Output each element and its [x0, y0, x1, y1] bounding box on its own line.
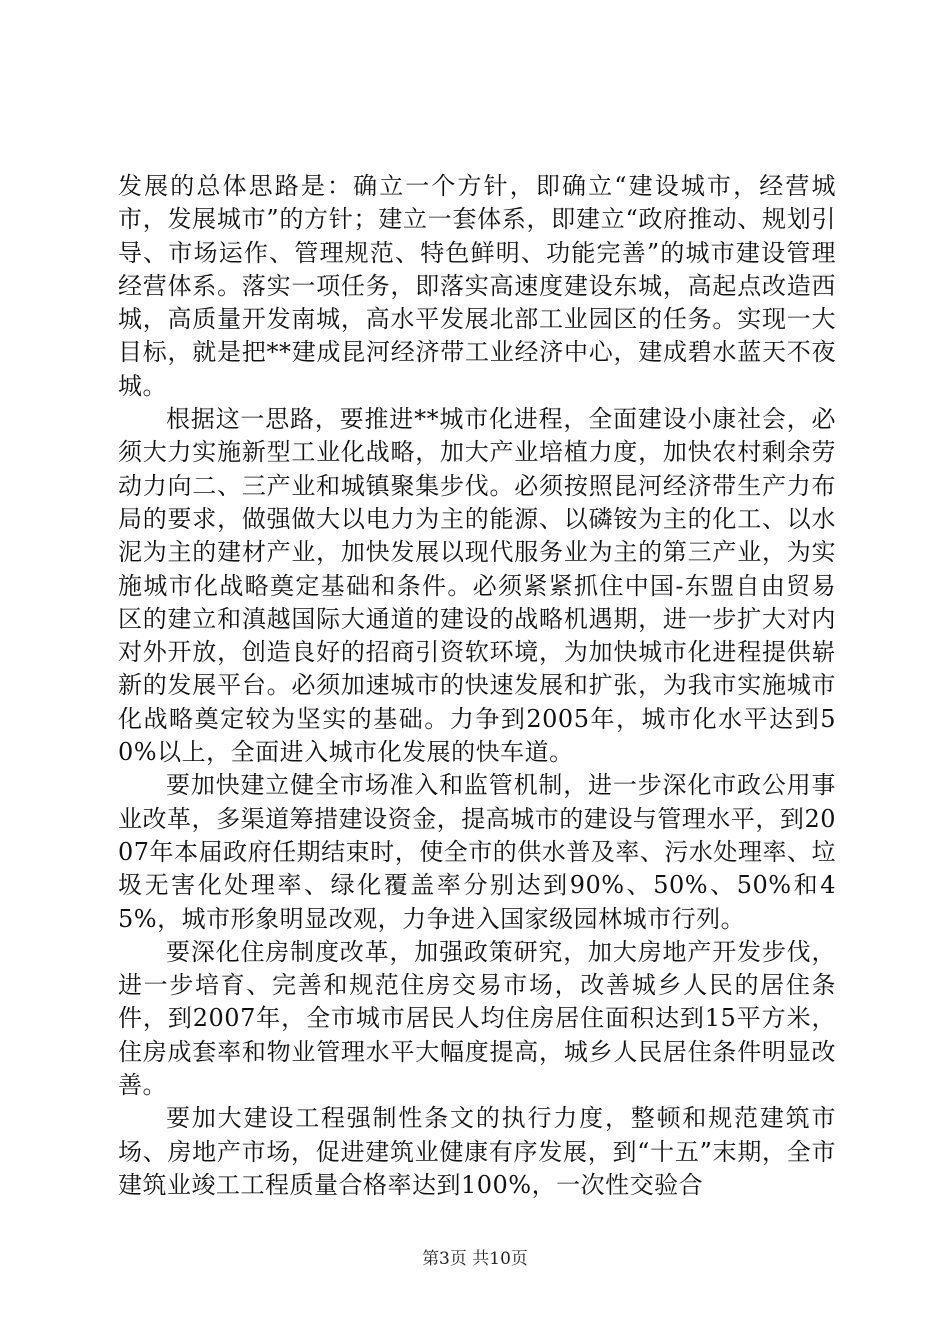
paragraph-urbanization: 根据这一思路，要推进**城市化进程，全面建设小康社会，必须大力实施新型工业化战略，加大产业培植力度，加快农村剩余劳动力向二、三产业和城镇聚集步伐。必须按照昆河经济带生产力布局的要求，做强做大以电力为主的能源、以磷铵为主的化工、以水泥为主的建材产业，加快发展以现代服务业为主的第三产业，为实施城市化战略奠定基础和条件。必须紧紧抓住中国-东盟自由贸易区的建立和滇越国际大通道的建设的战略机遇期，进一步扩大对内对外开放，创造良好的招商引资软环境，为加快城市化进程提供崭新的发展平台。必须加速城市的快速发展和扩张，为我市实施城市化战略奠定较为坚实的基础。力争到2005年，城市化水平达到50%以上，全面进入城市化发展的快车道。	[118, 405, 836, 767]
paragraph-construction-quality: 要加大建设工程强制性条文的执行力度，整顿和规范建筑市场、房地产市场，促进建筑业健康有序发展，到“十五”末期，全市建筑业竣工工程质量合格率达到100%，一次性交验合	[118, 1104, 836, 1199]
paragraph-public-utilities: 要加快建立健全市场准入和监管机制，进一步深化市政公用事业改革，多渠道筹措建设资金，提高城市的建设与管理水平，到2007年本届政府任期结束时，使全市的供水普及率、污水处理率、垃圾无害化处理率、绿化覆盖率分别达到90%、50%、50%和45%，城市形象明显改观，力争进入国家级园林城市行列。	[118, 771, 836, 933]
document-body	[118, 170, 836, 1202]
paragraph-overall-approach: 发展的总体思路是：确立一个方针，即确立“建设城市，经营城市，发展城市”的方针；建立一套体系，即建立“政府推动、规划引导、市场运作、管理规范、特色鲜明、功能完善”的城市建设管理经营体系。落实一项任务，即落实高速度建设东城，高起点改造西城，高质量开发南城，高水平发展北部工业园区的任务。实现一大目标，就是把**建成昆河经济带工业经济中心，建成碧水蓝天不夜城。	[118, 172, 836, 400]
paragraph-housing-reform: 要深化住房制度改革，加强政策研究，加大房地产开发步伐，进一步培育、完善和规范住房交易市场，改善城乡人民的居住条件，到2007年，全市城市居民人均住房居住面积达到15平方米，住房成套率和物业管理水平大幅度提高，城乡人民居住条件明显改善。	[118, 937, 836, 1100]
page-number-footer: 第3页 共10页	[422, 1249, 528, 1269]
